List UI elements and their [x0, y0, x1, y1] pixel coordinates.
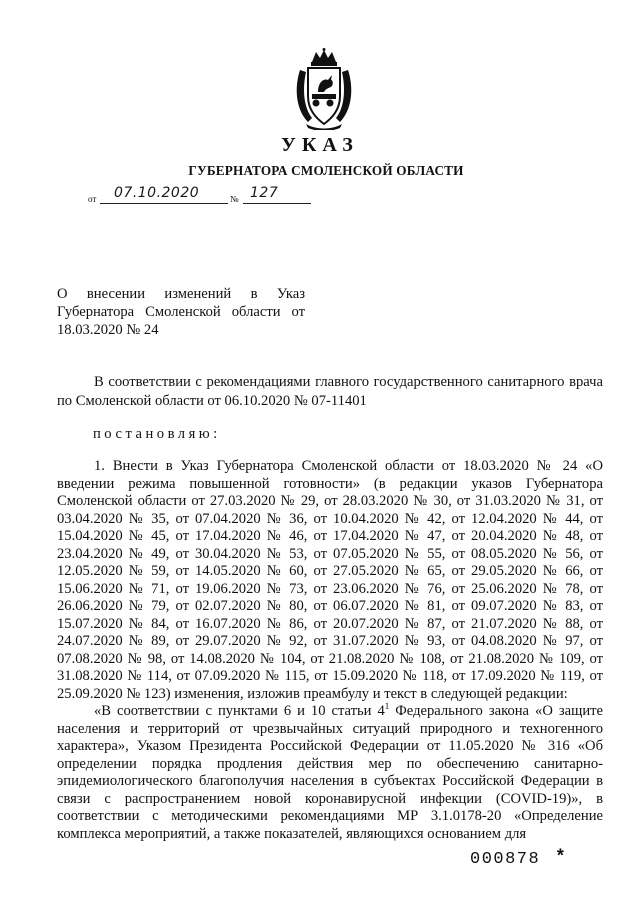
document-body — [57, 458, 603, 843]
document-subject: О внесении изменений в Указ Губернатора Смоленской области от 18.03.2020 № 24 — [57, 286, 305, 338]
decree-word: постановляю: — [93, 426, 221, 442]
serial-number: 000878 — [470, 850, 541, 869]
document-subtitle: ГУБЕРНАТОРА СМОЛЕНСКОЙ ОБЛАСТИ — [188, 163, 464, 178]
handwritten-date: 07.10.2020 — [114, 185, 200, 201]
document-title: УКАЗ — [281, 134, 359, 156]
handwritten-number: 127 — [250, 185, 279, 201]
paragraph-2-start: «В соответствии с пунктами 6 и 10 статьи 4 — [94, 703, 385, 719]
preamble-paragraph: В соответствии с рекомендациями главного государственного санитарного врача по Смоленской области от 06.10.2020 № 07-11401 — [57, 374, 603, 409]
serial-star: * — [555, 848, 566, 868]
smolensk-coat-of-arms-icon — [292, 48, 356, 130]
number-underline — [243, 203, 311, 204]
number-prefix: № — [230, 194, 239, 204]
date-underline — [100, 203, 228, 204]
paragraph-2 — [57, 703, 603, 843]
paragraph-2-rest: Федерального закона «О защите населения и территорий от чрезвычайных ситуаций природного и техногенного характера», Указом Президента Российской Федерации от 11.05.2020 № 316 «Об определении порядка продления действия мер по обеспечению санитарно-эпидемиологического благополучия населения в субъектах Российской Федерации в связи с распространением новой коронавирусной инфекции (COVID-19)», в соответствии с методическими рекомендациями МР 3.1.0178-20 «Определение комплекса мероприятий, а также показателей, являющихся основанием для — [57, 703, 603, 842]
paragraph-1: 1. Внести в Указ Губернатора Смоленской области от 18.03.2020 № 24 «О введении режима повышенной готовности» (в редакции указов Губернатора Смоленской области от 27.03.2020 № 29, от 28.03.2020 № 30, от 31.03.2020 № 31, от 03.04.2020 № 35, от 07.04.2020 № 36, от 10.04.2020 № 42, от 12.04.2020 № 44, от 15.04.2020 № 45, от 17.04.2020 № 46, от 17.04.2020 № 47, от 20.04.2020 № 48, от 23.04.2020 № 49, от 30.04.2020 № 53, от 07.05.2020 № 55, от 08.05.2020 № 56, от 12.05.2020 № 59, от 14.05.2020 № 60, от 27.05.2020 № 65, от 29.05.2020 № 66, от 15.06.2020 № 71, от 19.06.2020 № 73, от 23.06.2020 № 76, от 25.06.2020 № 78, от 26.06.2020 № 79, от 02.07.2020 № 80, от 06.07.2020 № 81, от 09.07.2020 № 83, от 15.07.2020 № 84, от 16.07.2020 № 86, от 20.07.2020 № 87, от 21.07.2020 № 88, от 24.07.2020 № 89, от 29.07.2020 № 92, от 31.07.2020 № 93, от 04.08.2020 № 97, от 07.08.2020 № 98, от 14.08.2020 № 104, от 21.08.2020 № 108, от 21.08.2020 № 109, от 31.08.2020 № 114, от 07.09.2020 № 115, от 15.09.2020 № 118, от 17.09.2020 № 119, от 25.09.2020 № 123) изменения, изложив преамбулу и текст в следующей редакции: — [57, 458, 603, 702]
date-number-line — [88, 186, 328, 208]
date-prefix: от — [88, 194, 97, 204]
article-superscript: 1 — [384, 701, 390, 711]
